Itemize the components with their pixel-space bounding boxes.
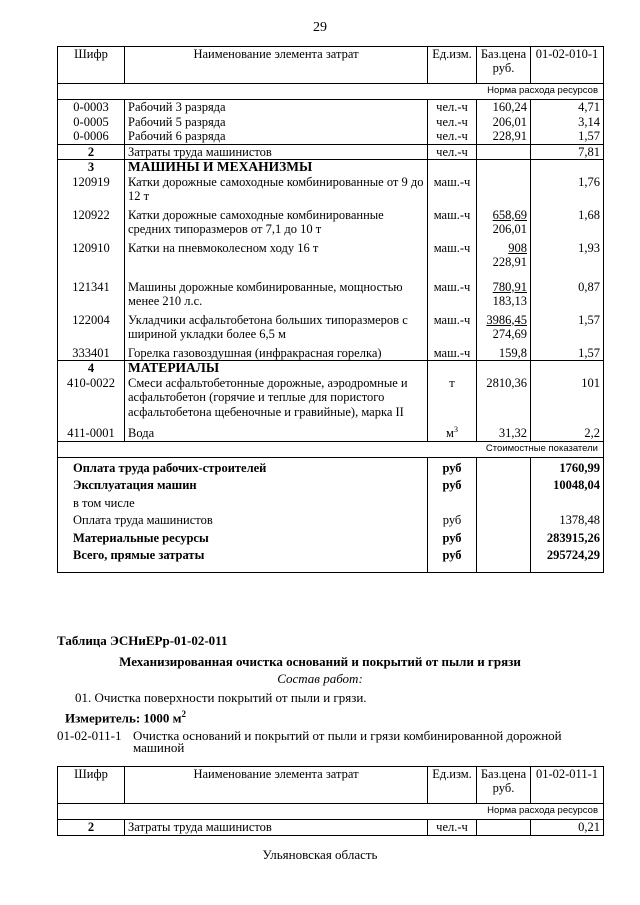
row-code: 2 xyxy=(58,820,125,836)
section-title: МАТЕРИАЛЫ xyxy=(125,361,428,376)
norm-label-row xyxy=(58,804,604,820)
price-total: 780,91 xyxy=(492,279,527,294)
cost-row xyxy=(58,510,604,528)
row-price: 160,24 xyxy=(477,100,531,115)
row-name: Смеси асфальтобетонные дорожные, аэродромные и асфальтобетон (горячие и теплые для пористого асфальтобетона щебеночные и гравийные), марка II xyxy=(125,376,428,424)
row-code: 333401 xyxy=(58,346,125,361)
item-text-line2: машиной xyxy=(133,740,185,755)
row-name: Рабочий 6 разряда xyxy=(125,129,428,144)
row-unit: маш.-ч xyxy=(428,241,477,274)
row-code: 122004 xyxy=(58,313,125,346)
cost-unit: руб xyxy=(428,510,477,528)
col-header-norm-code: 01-02-010-1 xyxy=(531,47,604,84)
table-row xyxy=(58,820,604,836)
row-price xyxy=(477,144,531,160)
price-wage: 206,01 xyxy=(492,222,527,236)
cost-label: Стоимостные показатели xyxy=(58,441,604,457)
cost-row xyxy=(58,457,604,475)
table-row xyxy=(58,241,604,274)
row-code: 121341 xyxy=(58,274,125,313)
row-price: 2810,36 xyxy=(477,376,531,424)
row-code: 410-0022 xyxy=(58,376,125,424)
row-norm: 1,57 xyxy=(531,313,604,346)
resource-table-01-02-010 xyxy=(57,46,604,573)
col-header-price: Баз.цена руб. xyxy=(477,47,531,84)
row-unit: маш.-ч xyxy=(428,208,477,241)
table-row xyxy=(58,274,604,313)
row-code: 2 xyxy=(58,144,125,160)
row-unit: чел.-ч xyxy=(428,144,477,160)
row-code: 120922 xyxy=(58,208,125,241)
section-header-row xyxy=(58,361,604,376)
cost-value: 295724,29 xyxy=(531,545,604,573)
cost-name: Оплата труда машинистов xyxy=(58,510,428,528)
row-code: 120919 xyxy=(58,175,125,208)
row-name: Укладчики асфальтобетона больших типоразмеров с шириной укладки более 6,5 м xyxy=(125,313,428,346)
cost-name: Материальные ресурсы xyxy=(58,528,428,546)
row-unit: маш.-ч xyxy=(428,175,477,208)
row-name: Рабочий 3 разряда xyxy=(125,100,428,115)
row-price: 31,32 xyxy=(477,423,531,441)
table-title: Таблица ЭСНиЕРр-01-02-011 xyxy=(57,633,228,648)
row-price xyxy=(477,241,531,274)
table-row xyxy=(58,208,604,241)
row-price xyxy=(477,820,531,836)
col-header-code: Шифр xyxy=(58,767,125,804)
row-name: Горелка газовоздушная (инфракрасная горелка) xyxy=(125,346,428,361)
row-norm: 3,14 xyxy=(531,115,604,130)
row-name: Рабочий 5 разряда xyxy=(125,115,428,130)
cost-name: в том числе xyxy=(58,493,428,511)
measure: Измеритель: 1000 $м^2$ xyxy=(65,709,187,726)
row-norm: 0,21 xyxy=(531,820,604,836)
col-header-norm-code: 01-02-011-1 xyxy=(531,767,604,804)
row-norm: 1,76 xyxy=(531,175,604,208)
row-code: 0-0005 xyxy=(58,115,125,130)
resource-table-01-02-011 xyxy=(57,766,604,836)
cost-name: Оплата труда рабочих-строителей xyxy=(58,457,428,475)
cost-value: 1378,48 xyxy=(531,510,604,528)
cost-unit: руб xyxy=(428,457,477,475)
row-unit: чел.-ч xyxy=(428,100,477,115)
section-header-row xyxy=(58,160,604,175)
table-row xyxy=(58,144,604,160)
cost-row xyxy=(58,545,604,573)
table-row xyxy=(58,115,604,130)
row-unit: чел.-ч xyxy=(428,129,477,144)
cost-unit: руб xyxy=(428,545,477,573)
row-price xyxy=(477,313,531,346)
table-row xyxy=(58,346,604,361)
cost-unit: руб xyxy=(428,475,477,493)
row-unit: чел.-ч xyxy=(428,115,477,130)
table-row xyxy=(58,100,604,115)
row-code: 0-0003 xyxy=(58,100,125,115)
price-total: 658,69 xyxy=(492,207,527,222)
section-title: МАШИНЫ И МЕХАНИЗМЫ xyxy=(125,160,428,175)
col-header-name: Наименование элемента затрат xyxy=(125,47,428,84)
row-price: 206,01 xyxy=(477,115,531,130)
section-code: 4 xyxy=(58,361,125,376)
row-norm: 0,87 xyxy=(531,274,604,313)
price-wage: 274,69 xyxy=(492,327,527,341)
cost-name: Эксплуатация машин xyxy=(58,475,428,493)
row-price xyxy=(477,274,531,313)
section-code: 3 xyxy=(58,160,125,175)
row-norm: 2,2 xyxy=(531,423,604,441)
row-name: Вода xyxy=(125,423,428,441)
section-heading: Механизированная очистка оснований и покрытий от пыли и грязи xyxy=(119,654,521,669)
table-header-row xyxy=(58,47,604,84)
table-row xyxy=(58,376,604,424)
col-header-unit: Ед.изм. xyxy=(428,47,477,84)
footer-region: Ульяновская область xyxy=(262,847,378,862)
row-name: Катки дорожные самоходные комбинированные средних типоразмеров от 7,1 до 10 т xyxy=(125,208,428,241)
cost-row xyxy=(58,528,604,546)
row-name: Затраты труда машинистов xyxy=(125,820,428,836)
row-unit: маш.-ч xyxy=(428,313,477,346)
cost-value: 10048,04 xyxy=(531,475,604,493)
col-header-name: Наименование элемента затрат xyxy=(125,767,428,804)
table-header-row xyxy=(58,767,604,804)
norm-label-row xyxy=(58,84,604,100)
row-price: 159,8 xyxy=(477,346,531,361)
cost-row xyxy=(58,475,604,493)
price-wage: 228,91 xyxy=(492,255,527,269)
cost-name: Всего, прямые затраты xyxy=(58,545,428,573)
row-norm: 7,81 xyxy=(531,144,604,160)
row-code: 411-0001 xyxy=(58,423,125,441)
row-unit: маш.-ч xyxy=(428,274,477,313)
row-name: Затраты труда машинистов xyxy=(125,144,428,160)
row-norm: 1,93 xyxy=(531,241,604,274)
row-norm: 1,68 xyxy=(531,208,604,241)
table-row xyxy=(58,423,604,441)
row-code: 120910 xyxy=(58,241,125,274)
item-code: 01-02-011-1 xyxy=(57,728,122,743)
table-row xyxy=(58,313,604,346)
col-header-price: Баз.цена руб. xyxy=(477,767,531,804)
price-total: 908 xyxy=(508,240,527,255)
cost-label-row xyxy=(58,441,604,457)
table-row xyxy=(58,129,604,144)
row-unit: $м^3$ xyxy=(428,423,477,441)
row-price: 228,91 xyxy=(477,129,531,144)
row-norm: 1,57 xyxy=(531,346,604,361)
row-norm: 4,71 xyxy=(531,100,604,115)
page-number: 29 xyxy=(313,20,327,35)
price-total: 3986,45 xyxy=(486,312,527,327)
row-code: 0-0006 xyxy=(58,129,125,144)
row-name: Катки на пневмоколесном ходу 16 т xyxy=(125,241,428,274)
cost-row xyxy=(58,493,604,511)
norm-label: Норма расхода ресурсов xyxy=(58,804,604,820)
row-unit: т xyxy=(428,376,477,424)
row-name: Машины дорожные комбинированные, мощностью менее 210 л.с. xyxy=(125,274,428,313)
row-unit: маш.-ч xyxy=(428,346,477,361)
row-norm: 1,57 xyxy=(531,129,604,144)
table-row xyxy=(58,175,604,208)
row-name: Катки дорожные самоходные комбинированные от 9 до 12 т xyxy=(125,175,428,208)
col-header-unit: Ед.изм. xyxy=(428,767,477,804)
cost-value: 283915,26 xyxy=(531,528,604,546)
col-header-code: Шифр xyxy=(58,47,125,84)
work-item: 01. Очистка поверхности покрытий от пыли и грязи. xyxy=(75,690,367,705)
cost-unit: руб xyxy=(428,528,477,546)
row-norm: 101 xyxy=(531,376,604,424)
row-price xyxy=(477,208,531,241)
cost-value: 1760,99 xyxy=(531,457,604,475)
row-price xyxy=(477,175,531,208)
item-text-line1: Очистка оснований и покрытий от пыли и грязи комбинированной дорожной xyxy=(133,728,562,743)
norm-label: Норма расхода ресурсов xyxy=(58,84,604,100)
works-title: Состав работ: xyxy=(277,671,363,686)
price-wage: 183,13 xyxy=(492,294,527,308)
row-unit: чел.-ч xyxy=(428,820,477,836)
